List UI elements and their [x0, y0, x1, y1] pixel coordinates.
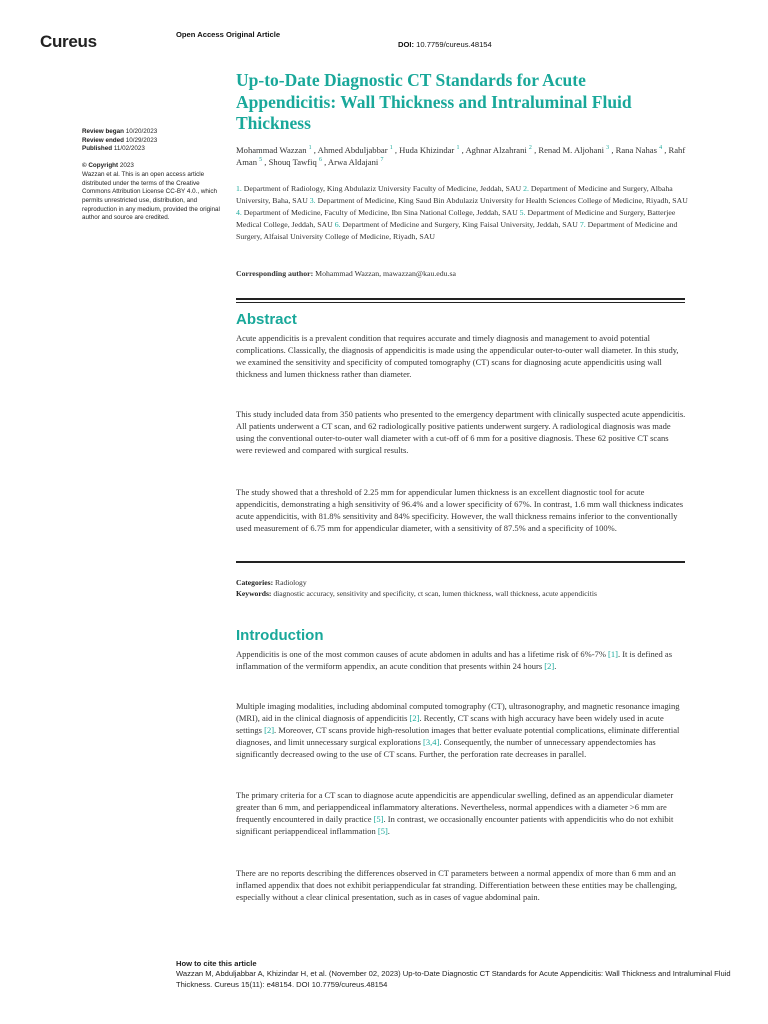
affiliation-text: Department of Medicine and Surgery, Batterjee Medical College, Jeddah, SAU — [236, 208, 676, 229]
affiliation-text: Department of Radiology, King Abdulaziz University Faculty of Medicine, Jeddah, SAU — [243, 184, 524, 193]
abstract-bottom-rule — [236, 561, 685, 563]
affiliation-text: Department of Medicine and Surgery, King Faisal University, Jeddah, SAU — [342, 220, 580, 229]
reference-link[interactable]: [3,4] — [423, 737, 440, 747]
affiliation-number: 2. — [523, 184, 531, 193]
author-affiliation-number[interactable]: 1 — [308, 145, 312, 151]
copyright: © Copyright 2023 — [82, 162, 134, 170]
intro-paragraph-3: The primary criteria for a CT scan to diagnose acute appendicitis are appendicular swelling, defined as an appendicular diameter greater than 6 mm, and periappendiceal inflammatory alterations. Nevertheless, normal appendices with a diameter >6 mm are frequently encountered in daily practice [5]. In contrast, we occasionally encounter patients with appendicitis who do not exhibit significant periappendiceal inflammation [5]. — [236, 790, 674, 836]
author-affiliation-number[interactable]: 2 — [528, 145, 532, 151]
author-name: Arwa Aldajani — [327, 157, 381, 168]
author-name: Renad M. Aljohani — [538, 145, 607, 155]
author-name: Huda Khizindar — [399, 145, 457, 155]
intro-paragraph-1: Appendicitis is one of the most common causes of acute abdomen in adults and has a lifetime risk of 6%-7% [1]. It is defined as inflammation of the vermiform appendix, an acute condition that presents within 24 hours [2]. — [236, 649, 673, 671]
author-affiliation-number[interactable]: 7 — [380, 157, 384, 164]
published-date: Published 11/02/2023 — [82, 145, 145, 153]
introduction-heading: Introduction — [236, 627, 324, 644]
author-affiliation-number[interactable]: 6 — [318, 157, 322, 164]
journal-logo: Cureus — [40, 32, 97, 51]
categories: Categories: Radiology — [236, 578, 307, 587]
cite-text: Wazzan M, Abduljabbar A, Khizindar H, et al. (November 02, 2023) Up-to-Date Diagnostic CT Standards for Acute Appendicitis: Wall Thickness and Intraluminal Fluid Thickness. Cureus 15(11): e48154. DOI 10.7759/cureus.48154 — [176, 969, 731, 989]
doi-line[interactable] — [398, 40, 492, 49]
affiliation-number: 3. — [309, 196, 318, 205]
affiliation-number: 5. — [519, 208, 528, 217]
affiliation-text: Department of Medicine and Surgery, Alfaisal University College of Medicine, Riyadh, SAU — [236, 220, 678, 241]
author-affiliation-number[interactable]: 4 — [659, 145, 663, 151]
affiliation-number: 7. — [579, 220, 588, 229]
affiliation-number: 1. — [236, 184, 244, 193]
review-began: Review began 10/20/2023 — [82, 128, 158, 135]
author-affiliation-number[interactable]: 1 — [456, 145, 460, 151]
author-affiliation-number[interactable]: 1 — [389, 145, 393, 151]
author-name: Rana Nahas — [615, 145, 660, 155]
reference-link[interactable]: [2] — [264, 725, 275, 735]
cite-heading: How to cite this article — [176, 959, 257, 968]
categories-keywords — [236, 577, 686, 599]
intro-paragraph-4: There are no reports describing the differences observed in CT parameters between a normal appendix of more than 6 mm and an inflamed appendix that does not exhibit periappendicular fat stranding. Differentiation between these entities may be challenging, especially without a clear clinical presentation, such as in cases of vague abdominal pain. — [236, 868, 677, 902]
intro-paragraph-2: Multiple imaging modalities, including abdominal computed tomography (CT), ultrasonography, and magnetic resonance imaging (MRI), aid in the clinical diagnosis of appendicitis [2]. Recently, CT scans with high accuracy have been widely used in acute settings [2]. Moreover, CT scans provide high-resolution images that better evaluate potential complications, eliminate differential diagnoses, and limit unnecessary surgical explorations [3,4]. Consequently, the number of unnecessary appendectomies has significantly decreased owing to the use of CT scans. Further, the perforation rate decreases in parallel. — [236, 701, 680, 759]
author-name: Ahmed Abduljabbar — [317, 145, 390, 155]
affiliation-list — [236, 183, 688, 243]
reference-link[interactable]: [2] — [544, 661, 555, 671]
affiliation-number: 6. — [334, 220, 343, 229]
abstract-paragraph-2: This study included data from 350 patients who presented to the emergency department with clinically suspected acute appendicitis. All patients underwent a CT scan, and 62 radiologically positive patients underwent surgery. A radiological diagnosis was made using the conventional outer-to-outer wall diameter with a cut-off of 6 mm for a positive diagnosis. These 62 positive CT scans were reviewed and compared with surgical results. — [236, 409, 686, 455]
reference-link[interactable]: [2] — [409, 713, 420, 723]
license-text: Wazzan et al. This is an open access article distributed under the terms of the Creative Commons Attribution License CC-BY 4.0., which permits unrestricted use, distribution, and reproduction in any medium, provided the original author and source are credited. — [82, 170, 220, 222]
corresponding-author: Corresponding author: Mohammad Wazzan, mawazzan@kau.edu.sa — [236, 269, 456, 278]
author-name: Rahf Aman — [236, 145, 686, 168]
publication-sidebar — [82, 128, 224, 223]
abstract-top-rule — [236, 298, 685, 300]
affiliation-text: Department of Medicine and Surgery, Albaha University, Baha, SAU — [236, 184, 673, 205]
reference-link[interactable]: [1] — [608, 649, 618, 659]
author-name: Shouq Tawfiq — [268, 157, 319, 168]
author-affiliation-number[interactable]: 3 — [606, 145, 610, 151]
article-type: Open Access Original Article — [176, 30, 281, 39]
citation-footer — [176, 959, 736, 990]
affiliation-text: Department of Medicine, King Saud Bin Abdulaziz University for Health Sciences College of Medicine, Riyadh, SAU — [317, 196, 688, 205]
abstract-paragraph-1: Acute appendicitis is a prevalent condition that requires accurate and timely diagnosis and management to avoid potential complications. Classically, the diagnosis of appendicitis is made using the appendicular outer-to-outer wall diameter. In this study, we examined the sensitivity and specificity of computed tomography (CT) scans for diagnosing acute appendicitis using wall thickness and lumen thickness rather than diameter. — [236, 333, 679, 379]
abstract-top-rule-thin — [236, 302, 685, 303]
doi-label: DOI: — [398, 40, 415, 49]
article-title: Up-to-Date Diagnostic CT Standards for Acute Appendicitis: Wall Thickness and Intraluminal Fluid Thickness — [236, 70, 632, 133]
affiliation-number: 4. — [236, 208, 244, 217]
reference-link[interactable]: [5] — [377, 826, 388, 836]
keywords: Keywords: diagnostic accuracy, sensitivity and specificity, ct scan, lumen thickness, wall thickness, acute appendicitis — [236, 589, 597, 598]
abstract-heading: Abstract — [236, 311, 297, 328]
abstract-paragraph-3: The study showed that a threshold of 2.25 mm for appendicular lumen thickness is an excellent diagnostic tool for acute appendicitis, demonstrating a high sensitivity of 96.4% and a lower specificity of 67%. In contrast, 1.6 mm wall thickness indicates acute appendicitis, with 81.8% sensitivity and 84% specificity. However, the wall thickness remains inferior to the conventionally used measurement of 6.75 mm for appendicular diameter, with a sensitivity of 87.5% and a specificity of 100%. — [236, 487, 684, 533]
author-name: Aghnar Alzahrani — [465, 145, 529, 155]
doi-value[interactable]: 10.7759/cureus.48154 — [416, 40, 492, 49]
author-affiliation-number[interactable]: 5 — [259, 157, 263, 164]
author-list: Mohammad Wazzan $^1$ , Ahmed Abduljabbar $^1$ , Huda Khizindar $^1$ , Aghnar Alzahrani $^2$ , Renad M. Aljohani $^3$ , Rana Nahas $^4$ , Rahf Aman $^5$ , Shouq Tawfiq $^6$ , Arwa Aldajani $^7$ — [236, 145, 686, 168]
affiliation-text: Department of Medicine, Faculty of Medicine, Ibn Sina National College, Jeddah, SAU — [243, 208, 520, 217]
review-ended: Review ended 10/29/2023 — [82, 136, 158, 144]
reference-link[interactable]: [5] — [373, 814, 384, 824]
author-name: Mohammad Wazzan — [236, 145, 309, 155]
